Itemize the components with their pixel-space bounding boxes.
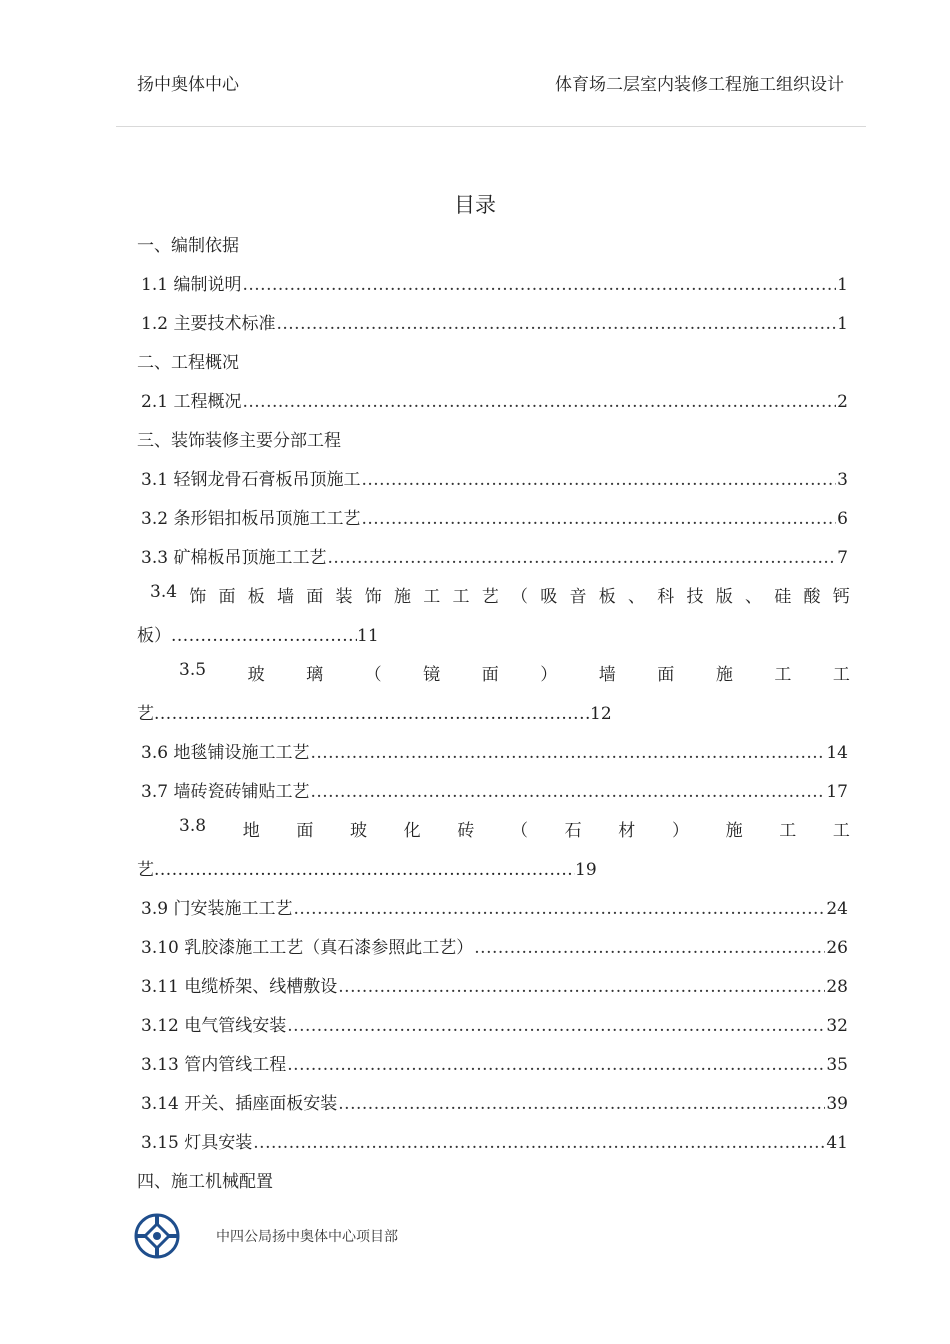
toc-entry-token: 施 [725,821,743,841]
toc-page-number: 14 [826,743,848,763]
dot-leader [287,1055,825,1075]
toc-section-3 [137,417,850,456]
toc-entry-token: 工 [452,587,470,607]
toc-entry-token: 3.4 [150,582,178,602]
toc-entry-wrapped-tail[interactable] [137,690,850,729]
toc-entry-token: 面 [306,587,324,607]
toc-entry-token: （ [510,821,528,841]
toc-entry-token: 墙 [598,665,616,685]
dot-leader [474,938,825,958]
toc-entry-token: 地 [242,821,260,841]
toc-page-number: 24 [826,899,848,919]
toc-entry-label: 3.7 墙砖瓷砖铺贴工艺 [141,782,310,802]
toc-entry-label: 3.1 轻钢龙骨石膏板吊顶施工 [141,470,361,490]
toc-entry-wrapped[interactable] [137,807,850,846]
toc-entry-token: 装 [335,587,353,607]
toc-entry[interactable] [137,885,850,924]
footer-organization: 中四公局扬中奥体中心项目部 [216,1229,398,1245]
dot-leader [171,626,357,646]
toc-entry[interactable] [137,300,850,339]
toc-entry-token: 饰 [189,587,207,607]
toc-entry[interactable] [137,768,850,807]
toc-entry-token: 施 [394,587,412,607]
toc-page-number: 7 [837,548,848,568]
toc-entry-token: 工 [423,587,441,607]
toc-section-4 [137,1158,850,1197]
toc-page-number: 26 [826,938,848,958]
dot-leader [293,899,825,919]
toc-entry[interactable] [137,1119,850,1158]
toc-entry-tail-label: 板） [137,626,171,646]
toc-entry-wrapped[interactable] [137,573,850,612]
toc-page-number: 41 [826,1133,848,1153]
toc-entry-token: 科 [657,587,675,607]
toc-entry-label: 2.1 工程概况 [141,392,242,412]
toc-entry-token: 面 [657,665,675,685]
toc-entry-token: 3.5 [179,660,207,680]
toc-section-1 [137,222,850,261]
toc-entry-token: 吸 [540,587,558,607]
toc-entry-token: 石 [564,821,582,841]
dot-leader [361,470,836,490]
toc-entry-wrapped-tail[interactable] [137,612,850,651]
toc-entry[interactable] [137,1080,850,1119]
dot-leader [242,392,836,412]
toc-entry[interactable] [137,1041,850,1080]
toc-page-number: 32 [826,1016,848,1036]
toc-entry-wrapped-tail[interactable] [137,846,850,885]
dot-leader [338,1094,825,1114]
toc-entry[interactable] [137,495,850,534]
toc-page-number: 3 [837,470,848,490]
dot-leader [154,704,590,724]
toc-entry-token: 玻 [247,665,265,685]
toc-entry-token: 墙 [277,587,295,607]
toc-entry-label: 3.10 乳胶漆施工工艺（真石漆参照此工艺） [141,938,474,958]
toc-section-label: 四、施工机械配置 [137,1172,273,1192]
toc-entry-token: 材 [618,821,636,841]
toc-entry-token: 版 [715,587,733,607]
toc-section-label: 二、工程概况 [137,353,239,373]
dot-leader [154,860,575,880]
page-title: 目录 [454,193,496,217]
toc-entry-label: 1.2 主要技术标准 [141,314,276,334]
toc-entry[interactable] [137,729,850,768]
toc-entry-token: ） [540,665,558,685]
header-divider [116,126,866,127]
toc-entry-token: 工 [774,665,792,685]
toc-entry-wrapped[interactable] [137,651,850,690]
toc-entry[interactable] [137,534,850,573]
toc-entry-tail-label: 艺 [137,704,154,724]
toc-entry-token: 钙 [832,587,850,607]
toc-entry-token: 工 [779,821,797,841]
toc-page-number: 17 [826,782,848,802]
toc-entry-label: 3.2 条形铝扣板吊顶施工工艺 [141,509,361,529]
toc-entry-token: 酸 [803,587,821,607]
toc-page-number: 6 [837,509,848,529]
cccc-logo-icon [133,1212,181,1260]
dot-leader [338,977,825,997]
toc-entry-token: 璃 [306,665,324,685]
toc-page-number: 39 [826,1094,848,1114]
toc-page-number: 1 [837,314,848,334]
toc-entry-token: 、 [745,587,763,607]
toc-entry[interactable] [137,963,850,1002]
toc-page-number: 12 [590,704,612,724]
toc-page-number: 35 [826,1055,848,1075]
toc-entry-label: 3.12 电气管线安装 [141,1016,287,1036]
toc-entry-token: 化 [403,821,421,841]
toc-entry[interactable] [137,261,850,300]
toc-entry-token: 面 [218,587,236,607]
toc-section-label: 三、装饰装修主要分部工程 [137,431,341,451]
toc-section-label: 一、编制依据 [137,236,239,256]
toc-entry-token: ） [671,821,689,841]
toc-entry-token: （ [511,587,529,607]
toc-entry[interactable] [137,378,850,417]
toc-entry-label: 1.1 编制说明 [141,275,242,295]
toc-entry-token: 3.8 [179,816,207,836]
toc-entry-token: 镜 [423,665,441,685]
toc-entry-label: 3.15 灯具安装 [141,1133,253,1153]
header-left-title: 扬中奥体中心 [137,75,239,95]
dot-leader [310,782,825,802]
toc-entry-tail-label: 艺 [137,860,154,880]
dot-leader [253,1133,825,1153]
toc-entry-token: 面 [481,665,499,685]
toc-entry-label: 3.6 地毯铺设施工工艺 [141,743,310,763]
toc-entry-label: 3.14 开关、插座面板安装 [141,1094,338,1114]
toc-page-number: 28 [826,977,848,997]
toc-entry-label: 3.9 门安装施工工艺 [141,899,293,919]
toc-page-number: 1 [837,275,848,295]
dot-leader [310,743,825,763]
toc-entry-token: 面 [296,821,314,841]
dot-leader [276,314,836,334]
toc-entry-token: 硅 [774,587,792,607]
toc-entry-token: 玻 [350,821,368,841]
dot-leader [242,275,836,295]
toc-entry-token: 砖 [457,821,475,841]
toc-entry-token: 板 [247,587,265,607]
toc-entry[interactable] [137,1002,850,1041]
toc-entry-token: 施 [715,665,733,685]
toc-entry-token: 饰 [364,587,382,607]
toc-entry-token: 板 [598,587,616,607]
toc-entry-token: 技 [686,587,704,607]
toc-entry[interactable] [137,924,850,963]
dot-leader [327,548,836,568]
toc-entry-label: 3.3 矿棉板吊顶施工工艺 [141,548,327,568]
toc-entry-label: 3.13 管内管线工程 [141,1055,287,1075]
toc-entry-token: 工 [832,821,850,841]
dot-leader [287,1016,825,1036]
dot-leader [361,509,836,529]
toc-page-number: 11 [357,626,379,646]
toc-page-number: 2 [837,392,848,412]
header-right-title: 体育场二层室内装修工程施工组织设计 [555,75,844,95]
toc-page-number: 19 [575,860,597,880]
toc-entry-label: 3.11 电缆桥架、线槽敷设 [141,977,338,997]
toc-entry-token: 艺 [481,587,499,607]
toc-entry-token: （ [364,665,382,685]
toc-entry-token: 、 [628,587,646,607]
toc-entry[interactable] [137,456,850,495]
toc-section-2 [137,339,850,378]
toc-entry-token: 工 [832,665,850,685]
toc-entry-token: 音 [569,587,587,607]
table-of-contents [137,222,850,1197]
